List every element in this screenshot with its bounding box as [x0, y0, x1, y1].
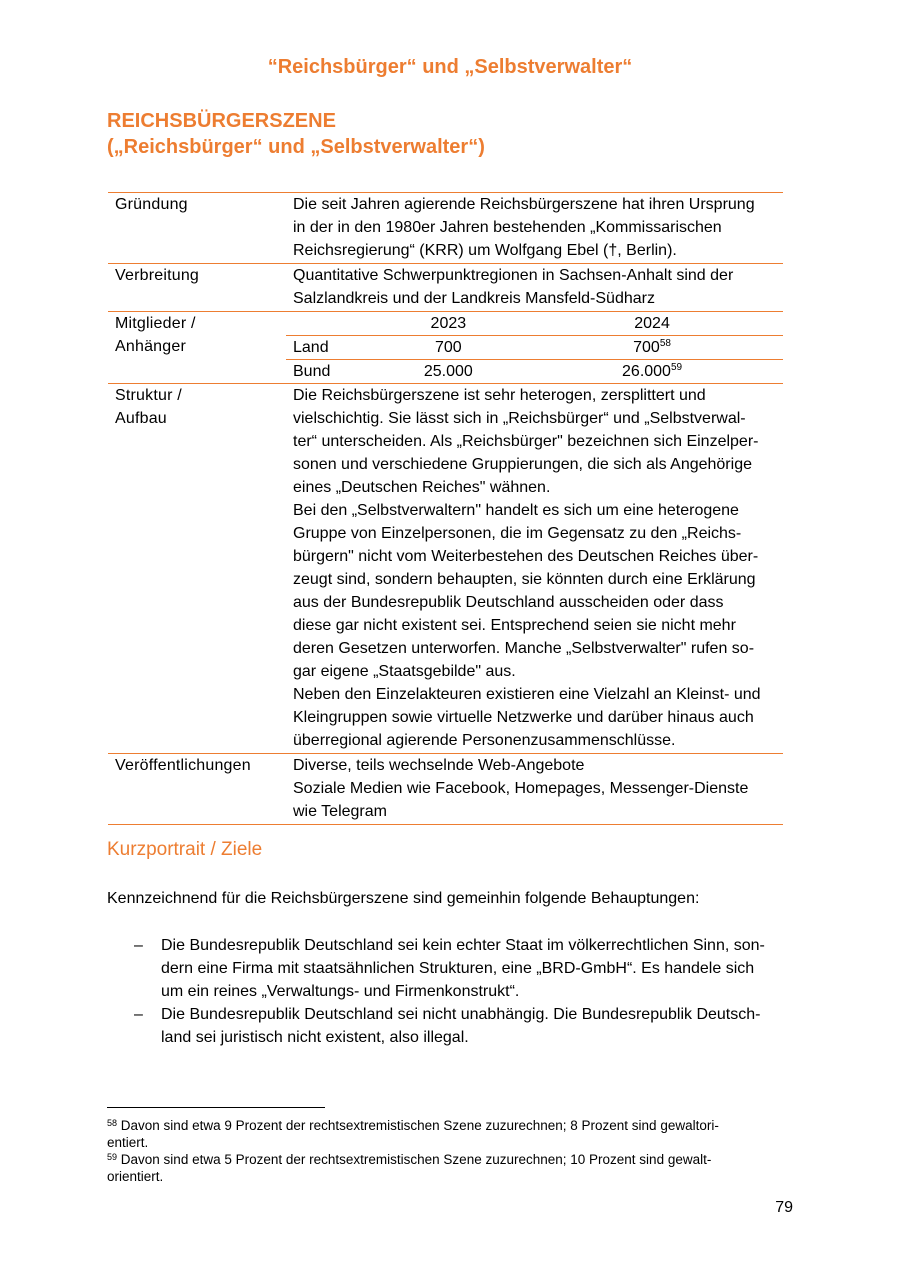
footnote-ref-59[interactable]: 59 [670, 362, 683, 373]
members-label-line-1: Mitglieder / [115, 315, 196, 332]
text-line: Die Bundesrepublik Deutschland sei kein echter Staat im völkerrechtlichen Sinn, son- [161, 937, 765, 954]
footnote-text: Davon sind etwa 5 Prozent der rechtsextremistischen Szene zuzurechnen; 10 Prozent sind gewalt- [120, 1152, 712, 1167]
section-heading-line-1: REICHSBÜRGERSZENE [107, 110, 336, 132]
structure-value [286, 384, 783, 754]
text-line: land sei juristisch nicht existent, also illegal. [161, 1029, 469, 1046]
text-line: Diverse, teils wechselnde Web-Angebote [293, 757, 585, 774]
structure-label-line-2: Aufbau [115, 410, 167, 427]
footnote-divider [107, 1107, 325, 1108]
members-bund-2024 [521, 360, 783, 384]
text-line: Quantitative Schwerpunktregionen in Sachsen-Anhalt sind der [293, 267, 734, 284]
text-line: gar eigene „Staatsgebilde" aus. [293, 663, 516, 680]
text-line: zeugt sind, sondern behaupten, sie könnten durch eine Erklärung [293, 571, 756, 588]
text-line: sonen und verschiedene Gruppierungen, die sich als Angehörige [293, 456, 752, 473]
running-title: “Reichsbürger“ und „Selbstverwalter“ [267, 56, 633, 78]
text-line: dern eine Firma mit staatsähnlichen Strukturen, eine „BRD-GmbH“. Es handele sich [161, 960, 755, 977]
text-line: Die seit Jahren agierende Reichsbürgerszene hat ihren Ursprung [293, 196, 755, 213]
publications-value [286, 754, 783, 825]
footnote-number: 58 [107, 1118, 118, 1128]
text-line: diese gar nicht existent sei. Entsprechend seien sie nicht mehr [293, 617, 736, 634]
distribution-value [286, 264, 783, 312]
structure-label [108, 384, 286, 754]
members-value [286, 312, 783, 384]
year-2024-header: 2024 [634, 315, 670, 332]
text-line: bürgern" nicht vom Weiterbestehen des Deutschen Reiches über- [293, 548, 759, 565]
text-line: Die Bundesrepublik Deutschland sei nicht unabhängig. Die Bundesrepublik Deutsch- [161, 1006, 761, 1023]
text-line: Salzlandkreis und der Landkreis Mansfeld-Südharz [293, 290, 655, 307]
members-land-2024-value: 700 [633, 339, 660, 356]
text-line: Kleingruppen sowie virtuelle Netzwerke und darüber hinaus auch [293, 709, 754, 726]
structure-label-line-1: Struktur / [115, 387, 182, 404]
text-line: Neben den Einzelakteuren existieren eine Vielzahl an Kleinst- und [293, 686, 761, 703]
text-line: vielschichtig. Sie lässt sich in „Reichsbürger“ und „Selbstverwal- [293, 410, 746, 427]
footnote-text: Davon sind etwa 9 Prozent der rechtsextremistischen Szene zuzurechnen; 8 Prozent sind gewaltori- [120, 1118, 719, 1133]
members-land-2023: 700 [435, 339, 462, 356]
members-label-line-2: Anhänger [115, 338, 186, 355]
members-key-bund: Bund [293, 363, 331, 380]
publications-label: Veröffentlichungen [115, 757, 251, 774]
row-publications [108, 754, 783, 825]
text-line: Bei den „Selbstverwaltern" handelt es sich um eine heterogene [293, 502, 739, 519]
text-line: Soziale Medien wie Facebook, Homepages, Messenger-Dienste [293, 780, 749, 797]
row-distribution [108, 264, 783, 312]
footnote-58 [107, 1117, 797, 1151]
text-line: Gruppe von Einzelpersonen, die im Gegensatz zu den „Reichs- [293, 525, 742, 542]
text-line: eines „Deutschen Reiches" wähnen. [293, 479, 551, 496]
members-empty-cell [286, 312, 376, 336]
members-row-land [286, 336, 783, 360]
year-2023-header: 2023 [430, 315, 467, 332]
text-line: deren Gesetzen unterworfen. Manche „Selbstverwalter" rufen so- [293, 640, 755, 657]
footnote-59 [107, 1151, 797, 1185]
portrait-intro: Kennzeichnend für die Reichsbürgerszene sind gemeinhin folgende Behauptungen: [107, 890, 700, 907]
footnote-text: entiert. [107, 1135, 149, 1150]
text-line: aus der Bundesrepublik Deutschland ausscheiden oder dass [293, 594, 724, 611]
members-key-land: Land [293, 339, 329, 356]
row-structure [108, 384, 783, 754]
section-heading-line-2: („Reichsbürger“ und „Selbstverwalter“) [107, 136, 485, 158]
members-label [108, 312, 286, 384]
footnotes [107, 1117, 797, 1185]
list-item [107, 934, 797, 1003]
list-item [107, 1003, 797, 1049]
text-line: in der in den 1980er Jahren bestehenden „Kommissarischen [293, 219, 722, 236]
footnote-number: 59 [107, 1152, 118, 1162]
row-members [108, 312, 783, 384]
dash-bullet-icon: – [134, 1006, 143, 1023]
members-bund-2024-value: 26.000 [622, 363, 671, 380]
members-bund-2023: 25.000 [423, 363, 473, 380]
profile-table [108, 192, 783, 825]
members-land-2024 [521, 336, 783, 360]
text-line: Die Reichsbürgerszene ist sehr heterogen, zersplittert und [293, 387, 706, 404]
members-row-bund [286, 360, 783, 384]
portrait-heading: Kurzportrait / Ziele [107, 839, 263, 860]
distribution-label: Verbreitung [115, 267, 200, 284]
footnote-ref-58[interactable]: 58 [659, 338, 671, 349]
founding-value [286, 193, 783, 264]
page-number: 79 [775, 1199, 793, 1216]
text-line: überregional agierende Personenzusammenschlüsse. [293, 732, 676, 749]
members-table [286, 312, 783, 383]
text-line: um ein reines „Verwaltungs- und Firmenkonstrukt“. [161, 983, 520, 1000]
text-line: Reichsregierung“ (KRR) um Wolfgang Ebel (†, Berlin). [293, 242, 677, 259]
footnote-text: orientiert. [107, 1169, 164, 1184]
text-line: wie Telegram [293, 803, 387, 820]
text-line: ter“ unterscheiden. Als „Reichsbürger" bezeichnen sich Einzelper- [293, 433, 759, 450]
dash-bullet-icon: – [134, 937, 143, 954]
section-heading [107, 108, 807, 160]
claims-list [107, 934, 797, 1049]
founding-label: Gründung [115, 196, 188, 213]
members-year-row [286, 312, 783, 336]
row-founding [108, 193, 783, 264]
